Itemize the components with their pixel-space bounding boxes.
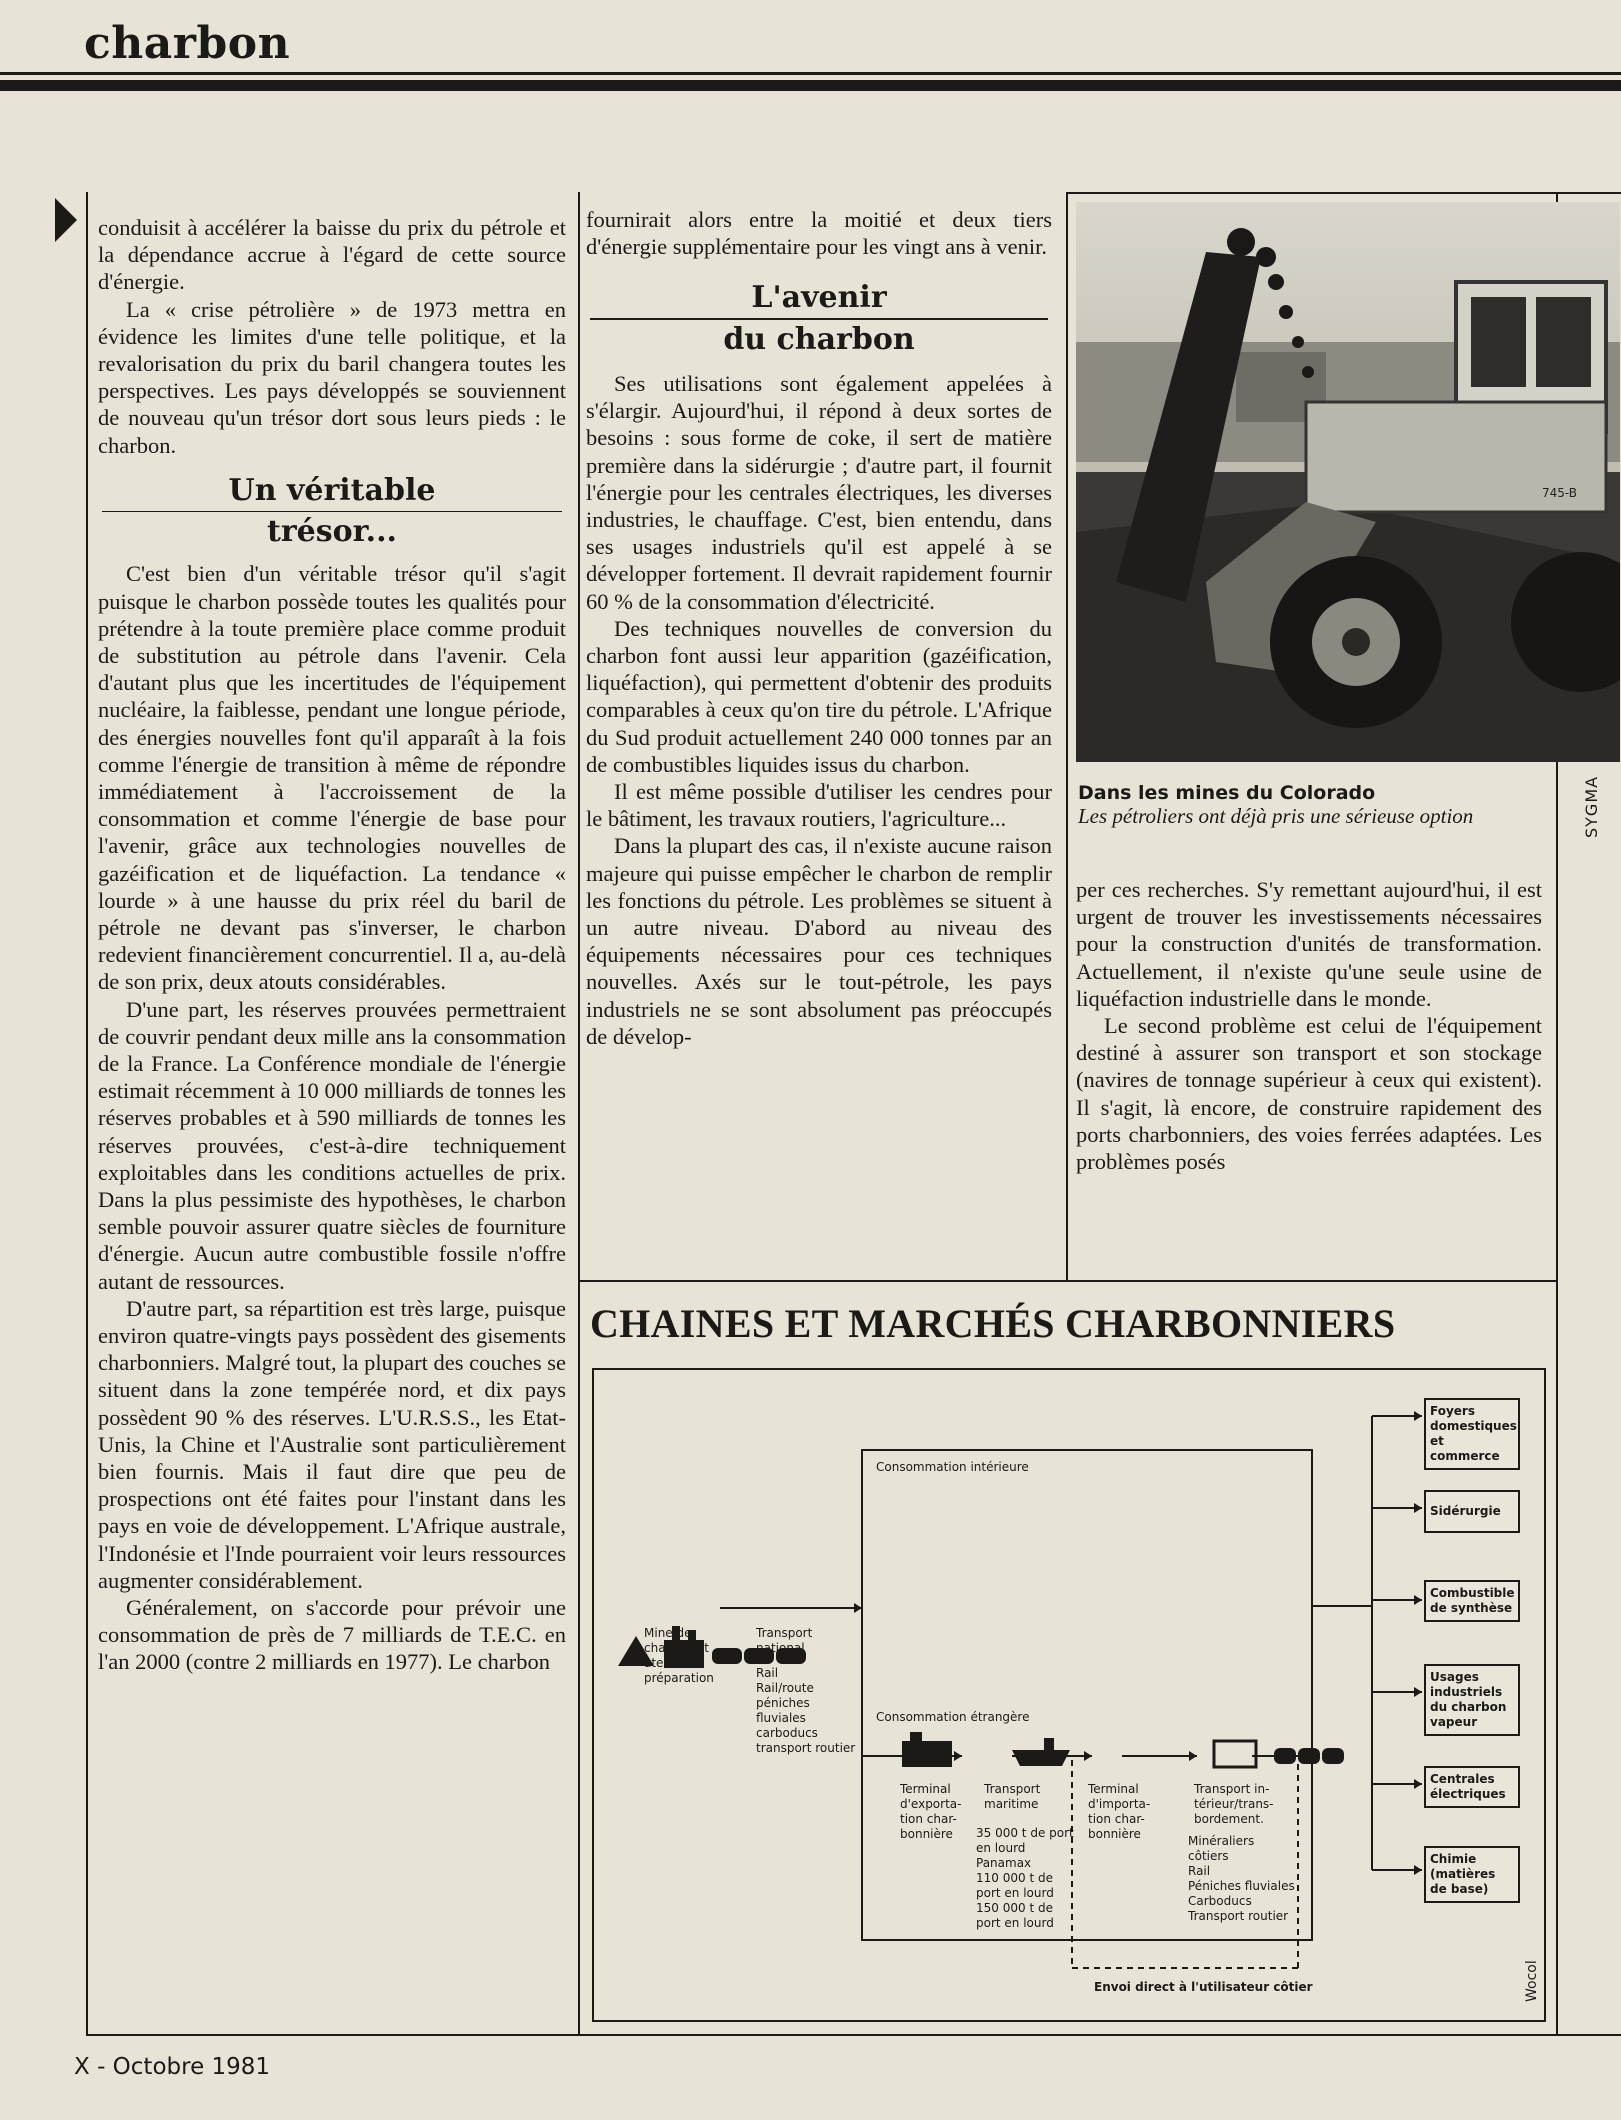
section-title: charbon [84, 18, 291, 69]
frame-left-line [86, 192, 88, 2035]
list-item: Panamax [976, 1856, 1032, 1870]
caption-title: Dans les mines du Colorado [1078, 782, 1376, 804]
photo-credit: SYGMA [1582, 775, 1601, 838]
inland-wagons-icon [1274, 1748, 1344, 1764]
end-use-box: Combustible de synthèse [1424, 1580, 1520, 1622]
foreign-consumption-label: Consommation étrangère [876, 1710, 1030, 1724]
header-rule-thin [0, 72, 1621, 75]
direct-shipping-label: Envoi direct à l'utilisateur côtier [1094, 1980, 1313, 1994]
column-divider-2 [1066, 192, 1068, 1280]
paragraph: Dans la plupart des cas, il n'existe aucune raison majeure qui puisse empêcher le charbon de remplir les fonctions du pétrole. Les problèmes se situent à un autre niveau. D'abord au niveau des équipements nécessaires pour ces techniques nouvelles. Axés sur le tout-pétrole, les pays industriels ne se sont absolument pas préoccupés de dévelop- [586, 833, 1052, 1049]
national-transport-label: Transport national [756, 1626, 813, 1655]
article-column-3 [1076, 876, 1542, 1175]
mine-label: Mine de charbon et atelier de préparation [644, 1626, 714, 1685]
subheading-block [98, 471, 566, 553]
export-terminal-label: Terminal d'exporta- tion char- bonnière [900, 1782, 962, 1841]
column-divider-1 [578, 192, 580, 2035]
frame-bottom-line [86, 2034, 1621, 2036]
subheading-line-2: trésor... [266, 514, 398, 550]
end-use-box: Sidérurgie [1424, 1490, 1520, 1533]
paragraph: Le second problème est celui de l'équipement destiné à assurer son transport et son stockage (navires de tonnage supérieur à ceux qui existent). Il s'agit, là encore, de construire rapidement des ports charbonniers, des voies ferrées adaptées. Les problèmes posés [1076, 1013, 1542, 1175]
paragraph: Ses utilisations sont également appelées à s'élargir. Aujourd'hui, il répond à deux sortes de besoins : sous forme de coke, il sert de matière première dans la sidérurgie ; d'autre part, il fournit l'énergie pour les centrales électriques, les diverses industries, le chauffage. C'est, bien entendu, dans ses usages industriels qu'il est appelé à se développer fortement. Il devrait rapidement fournir 60 % de la consommation d'électricité. [586, 370, 1052, 614]
import-terminal-label: Terminal d'importa- tion char- bonnière [1088, 1782, 1151, 1841]
subheading-block [586, 278, 1052, 360]
end-use-box: Usages industriels du charbon vapeur [1424, 1664, 1520, 1736]
end-use-box: Chimie (matières de base) [1424, 1846, 1520, 1903]
paragraph: Des techniques nouvelles de conversion du charbon font aussi leur apparition (gazéification, liquéfaction), qui permettent d'obtenir des produits comparables à ceux qu'on tire du pétrole. L'Afrique du Sud produit actuellement 240 000 tonnes par an de combustibles liquides issus du charbon. [586, 615, 1052, 777]
paragraph: fournirait alors entre la moitié et deux tiers d'énergie supplémentaire pour les vingt ans à venir. [586, 207, 1052, 260]
end-use-box: Foyers domestiques et commerce [1424, 1398, 1520, 1470]
diagram-top-line [578, 1280, 1556, 1282]
diagram-title: CHAINES ET MARCHÉS CHARBONNIERS [590, 1301, 1396, 1346]
list-item: Carboducs [1188, 1894, 1252, 1908]
list-item: Péniches fluviales [1188, 1879, 1295, 1893]
photo-caption [1078, 782, 1548, 828]
inland-transport-list [1188, 1834, 1298, 1924]
list-item: transport routier [756, 1741, 856, 1755]
subheading-line-1: L'avenir [751, 280, 887, 316]
coal-mine-photo [1076, 202, 1620, 762]
article-column-1 [98, 214, 566, 1676]
ship-icon [1012, 1738, 1070, 1766]
end-use-box: Centrales électriques [1424, 1766, 1520, 1808]
continuation-arrow-icon [55, 198, 77, 242]
import-terminal-icon [1214, 1741, 1256, 1767]
subheading-line-1: Un véritable [228, 472, 436, 508]
list-item: 150 000 t de port en lourd [976, 1901, 1054, 1930]
list-item: péniches fluviales [756, 1696, 810, 1725]
sea-transport-label: Transport maritime [984, 1782, 1041, 1811]
frame-top-right [1066, 192, 1621, 194]
list-item: Rail/route [756, 1681, 814, 1695]
paragraph: D'une part, les réserves prouvées permettraient de couvrir pendant deux mille ans la consommation de la France. La Conférence mondiale de l'énergie estimait récemment à 10 000 milliards de tonnes les réserves probables et à 590 milliards de tonnes les réserves prouvées, c'est-à-dire techniquement exploitables dans les conditions actuelles de prix. Dans la plus pessimiste des hypothèses, le charbon semble pouvoir assurer quatre siècles de fourniture d'énergie. Aucun autre combustible fossile n'offre autant de ressources. [98, 996, 566, 1294]
inland-transport-label: Transport in- térieur/trans- bordement. [1194, 1782, 1274, 1826]
national-transport-list [756, 1666, 856, 1756]
list-item: 35 000 t de port en lourd [976, 1826, 1074, 1855]
paragraph: La « crise pétrolière » de 1973 mettra en évidence les limites d'une telle politique, et la revalorisation du prix du baril changera toutes les perspectives. Les pays développés se souviennent de nouveau qu'un trésor dort sous leurs pieds : le charbon. [98, 296, 566, 458]
paragraph: conduisit à accélérer la baisse du prix du pétrole et la dépendance accrue à l'égard de cette source d'énergie. [98, 215, 566, 295]
list-item: Rail [756, 1666, 779, 1680]
paragraph: D'autre part, sa répartition est très large, puisque environ quatre-vingts pays possèdent des gisements charbonniers. Malgré tout, la plupart des couches se situent dans la zone tempérée nord, et dix pays possèdent 90 % des réserves. L'U.R.S.S., les Etat-Unis, la Chine et l'Australie sont particulièrement bien fournis. Mais il faut dire que peu de prospections ont été faites pour l'instant dans les pays en voie de développement. L'Afrique australe, l'Indonésie et l'Inde pourraient voir leurs ressources augmenter considérablement. [98, 1295, 566, 1593]
diagram-credit: Wocol [1524, 1960, 1540, 2002]
machine-number: 745-B [1542, 486, 1578, 500]
list-item: Rail [1188, 1864, 1211, 1878]
header-rule-thick [0, 80, 1621, 91]
paragraph: Il est même possible d'utiliser les cendres pour le bâtiment, les travaux routiers, l'agriculture... [586, 778, 1052, 832]
list-item: Minéraliers côtiers [1188, 1834, 1255, 1863]
list-item: 110 000 t de port en lourd [976, 1871, 1054, 1900]
article-column-2 [586, 206, 1052, 1050]
loader-illustration [1076, 202, 1620, 762]
export-terminal-icon [902, 1732, 952, 1767]
paragraph: per ces recherches. S'y remettant aujourd'hui, il est urgent de trouver les investissements nécessaires pour la construction d'unités de transformation. Actuellement, il n'existe qu'une seule usine de liquéfaction industrielle dans le monde. [1076, 877, 1542, 1011]
paragraph: C'est bien d'un véritable trésor qu'il s'agit puisque le charbon possède toutes les qualités pour prétendre à la toute première place comme produit de substitution au pétrole dans l'avenir. Cela d'autant plus que les incertitudes de l'équipement nucléaire, la faiblesse, pendant une longue période, des énergies nouvelles font qu'il apparaît à la fois comme l'énergie de transition à même de répondre immédiatement à l'accroissement de la consommation et comme l'énergie de base pour l'avenir, grâce aux technologies nouvelles de gazéification et de liquéfaction. La tendance « lourde » à une hausse du prix réel du baril de pétrole ne devant pas s'inverser, le charbon redevient financièrement concurrentiel. Il a, au-delà de son prix, deux atouts considérables. [98, 561, 566, 995]
caption-text: Les pétroliers ont déjà pris une sérieuse option [1078, 804, 1474, 828]
page-footer: X - Octobre 1981 [74, 2054, 271, 2080]
list-item: Transport routier [1188, 1909, 1289, 1923]
list-item: carboducs [756, 1726, 818, 1740]
subheading-line-2: du charbon [723, 321, 915, 357]
sea-transport-list [976, 1826, 1074, 1931]
domestic-consumption-label: Consommation intérieure [876, 1460, 1029, 1474]
paragraph: Généralement, on s'accorde pour prévoir une consommation de près de 7 milliards de T.E.C. en l'an 2000 (contre 2 milliards en 1977). Le charbon [98, 1595, 566, 1675]
